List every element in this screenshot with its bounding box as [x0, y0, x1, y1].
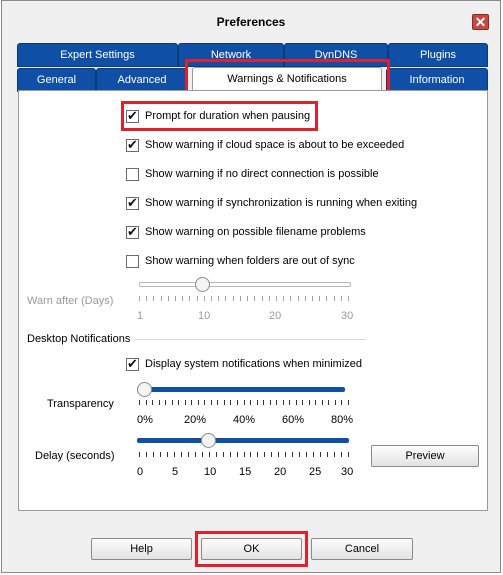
tick-mark	[211, 400, 212, 405]
tick-mark	[257, 400, 258, 405]
tick-mark	[139, 452, 140, 457]
tick-mark	[283, 400, 284, 405]
tick-mark	[237, 452, 238, 457]
tick-mark	[278, 452, 279, 457]
tick-mark	[204, 296, 205, 301]
transparency-tick-label: 20%	[184, 414, 207, 426]
tab-network[interactable]: Network	[178, 43, 284, 67]
tick-mark	[348, 400, 349, 405]
tick-mark	[185, 400, 186, 405]
tick-mark	[160, 452, 161, 457]
tick-mark	[198, 400, 199, 405]
checkbox-sync-exit-warning[interactable]	[126, 197, 139, 210]
tick-mark	[209, 452, 210, 457]
delay-tick-label: 25	[309, 466, 322, 478]
tick-mark	[188, 452, 189, 457]
tick-mark	[152, 400, 153, 405]
delay-tick-label: 20	[274, 466, 287, 478]
tick-mark	[306, 452, 307, 457]
close-icon: ✕	[474, 14, 487, 30]
tick-mark	[296, 400, 297, 405]
tick-mark	[153, 452, 154, 457]
tick-mark	[334, 296, 335, 301]
tick-mark	[139, 296, 140, 301]
transparency-tick-label: 40%	[233, 414, 256, 426]
tick-mark	[223, 452, 224, 457]
warn-tick-label: 30	[341, 310, 354, 322]
checkbox-label: Prompt for duration when pausing	[145, 110, 311, 122]
tick-mark	[320, 452, 321, 457]
tick-mark	[195, 452, 196, 457]
checkbox-direct-connection-warning[interactable]	[126, 168, 139, 181]
tick-mark	[285, 452, 286, 457]
warnings-panel	[18, 90, 488, 511]
tab-expert-settings[interactable]: Expert Settings	[17, 43, 178, 67]
tick-mark	[230, 452, 231, 457]
delay-track[interactable]	[137, 438, 349, 443]
desktop-notifications-heading: Desktop Notifications	[27, 333, 131, 345]
delay-tick-label: 15	[239, 466, 252, 478]
tab-warnings-notifications[interactable]: Warnings & Notifications	[192, 67, 382, 91]
tick-mark	[165, 400, 166, 405]
tick-mark	[254, 296, 255, 301]
tick-mark	[299, 452, 300, 457]
tick-mark	[348, 296, 349, 301]
tick-mark	[341, 400, 342, 405]
tick-mark	[283, 296, 284, 301]
transparency-tick-label: 60%	[282, 414, 305, 426]
transparency-thumb[interactable]	[137, 382, 152, 397]
tick-mark	[146, 400, 147, 405]
tick-mark	[189, 296, 190, 301]
tick-mark	[326, 296, 327, 301]
transparency-tick-label: 0%	[137, 414, 153, 426]
checkbox-filename-warning[interactable]	[126, 226, 139, 239]
tick-mark	[312, 296, 313, 301]
section-divider	[134, 339, 366, 340]
tick-mark	[305, 296, 306, 301]
tick-mark	[271, 452, 272, 457]
tick-mark	[247, 296, 248, 301]
tick-mark	[168, 296, 169, 301]
tick-mark	[264, 452, 265, 457]
tick-mark	[178, 400, 179, 405]
tick-mark	[244, 452, 245, 457]
tab-general[interactable]: General	[17, 68, 96, 92]
tick-mark	[167, 452, 168, 457]
tick-mark	[290, 296, 291, 301]
warn-after-ticks	[139, 296, 349, 302]
tick-mark	[309, 400, 310, 405]
transparency-tick-label: 80%	[331, 414, 354, 426]
tick-mark	[244, 400, 245, 405]
delay-tick-label: 0	[137, 466, 144, 478]
tick-mark	[224, 400, 225, 405]
tick-mark	[315, 400, 316, 405]
tick-mark	[139, 400, 140, 405]
tick-mark	[262, 296, 263, 301]
tick-mark	[146, 296, 147, 301]
checkbox-label: Show warning when folders are out of sync	[145, 255, 355, 267]
tick-mark	[204, 400, 205, 405]
tick-mark	[182, 296, 183, 301]
close-button[interactable]	[472, 14, 489, 30]
ok-button[interactable]: OK	[201, 538, 302, 560]
tick-mark	[233, 296, 234, 301]
warn-after-track[interactable]	[139, 282, 351, 287]
tick-mark	[153, 296, 154, 301]
delay-label: Delay (seconds)	[35, 450, 115, 462]
checkbox-label: Display system notifications when minimized	[145, 358, 363, 370]
preferences-dialog	[1, 0, 501, 573]
warn-after-thumb[interactable]	[195, 277, 210, 292]
warn-tick-label: 20	[269, 310, 282, 322]
checkbox-out-of-sync-warning[interactable]	[126, 255, 139, 268]
tick-mark	[269, 296, 270, 301]
tick-mark	[240, 296, 241, 301]
dialog-title: Preferences	[216, 15, 286, 29]
tick-mark	[161, 296, 162, 301]
delay-ticks	[139, 452, 349, 458]
tab-information[interactable]: Information	[386, 68, 488, 92]
tick-mark	[218, 296, 219, 301]
tick-mark	[327, 452, 328, 457]
tick-mark	[319, 296, 320, 301]
tick-mark	[292, 452, 293, 457]
checkbox-label: Show warning on possible filename problems	[145, 226, 366, 238]
transparency-ticks	[139, 400, 349, 406]
cancel-button[interactable]: Cancel	[311, 538, 413, 560]
warn-after-label: Warn after (Days)	[27, 295, 114, 307]
checkbox-label: Show warning if synchronization is running when exiting	[145, 197, 418, 209]
checkbox-cloud-space-warning[interactable]	[126, 139, 139, 152]
tick-mark	[302, 400, 303, 405]
ok-highlight	[195, 531, 308, 567]
tick-mark	[174, 452, 175, 457]
tab-advanced[interactable]: Advanced	[96, 68, 188, 92]
delay-thumb[interactable]	[201, 433, 216, 448]
tick-mark	[328, 400, 329, 405]
tick-mark	[313, 452, 314, 457]
tick-mark	[341, 452, 342, 457]
tick-mark	[172, 400, 173, 405]
tick-mark	[276, 296, 277, 301]
tick-mark	[289, 400, 290, 405]
tick-mark	[348, 452, 349, 457]
tick-mark	[181, 452, 182, 457]
tick-mark	[211, 296, 212, 301]
tick-mark	[263, 400, 264, 405]
tick-mark	[216, 452, 217, 457]
tick-mark	[146, 452, 147, 457]
warn-tick-label: 10	[198, 310, 211, 322]
tick-mark	[276, 400, 277, 405]
warn-tick-label: 1	[137, 310, 144, 322]
delay-tick-label: 10	[204, 466, 217, 478]
tick-mark	[334, 452, 335, 457]
tick-mark	[298, 296, 299, 301]
tab-plugins[interactable]: Plugins	[388, 43, 488, 67]
transparency-label: Transparency	[47, 398, 114, 410]
tick-mark	[322, 400, 323, 405]
tick-mark	[341, 296, 342, 301]
tick-mark	[257, 452, 258, 457]
transparency-track[interactable]	[137, 387, 345, 392]
tick-mark	[191, 400, 192, 405]
tick-mark	[159, 400, 160, 405]
tick-mark	[237, 400, 238, 405]
tab-dyndns[interactable]: DynDNS	[284, 43, 388, 67]
tick-mark	[202, 452, 203, 457]
tick-mark	[250, 452, 251, 457]
title-bar	[2, 1, 500, 41]
tick-mark	[217, 400, 218, 405]
preview-button[interactable]: Preview	[371, 445, 479, 467]
tick-mark	[250, 400, 251, 405]
tick-mark	[175, 296, 176, 301]
tick-mark	[225, 296, 226, 301]
delay-tick-label: 5	[172, 466, 179, 478]
tick-mark	[270, 400, 271, 405]
checkbox-label: Show warning if cloud space is about to be exceeded	[145, 139, 405, 151]
prompt-highlight	[121, 101, 318, 131]
tick-mark	[230, 400, 231, 405]
delay-tick-label: 30	[341, 466, 354, 478]
checkbox-display-notifications[interactable]	[126, 358, 139, 371]
help-button[interactable]: Help	[91, 538, 192, 560]
tick-mark	[197, 296, 198, 301]
tick-mark	[335, 400, 336, 405]
checkbox-label: Show warning if no direct connection is possible	[145, 168, 379, 180]
